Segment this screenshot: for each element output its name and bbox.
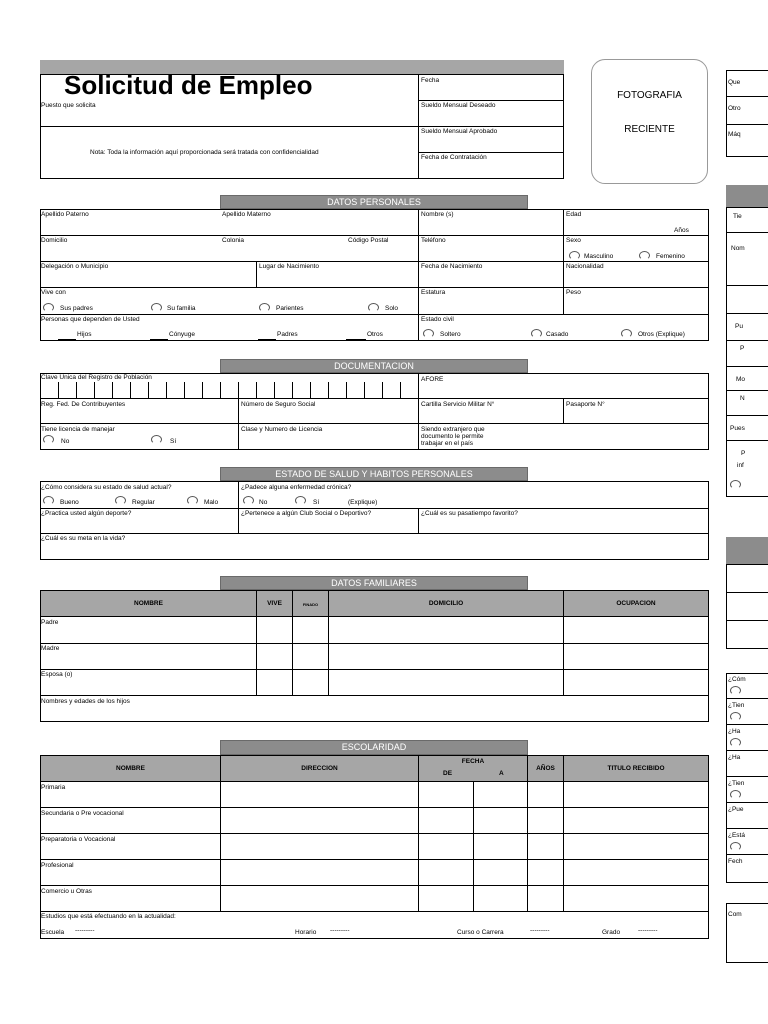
sus-padres-label: Sus padres [60, 305, 93, 312]
right-radio-5[interactable] [730, 842, 741, 851]
telefono-label[interactable]: Teléfono [421, 237, 446, 244]
fam-col-vive: VIVE [256, 590, 293, 617]
photo-label-1: FOTOGRAFIA [617, 90, 682, 101]
right-radio-4[interactable] [730, 790, 741, 799]
anos-label: Años [674, 227, 689, 234]
puesto-label: Puesto que solicita [41, 102, 96, 109]
right-radio-3[interactable] [730, 738, 741, 747]
cartilla-label[interactable]: Cartilla Servicio Militar N° [421, 401, 495, 408]
right-label-esta: ¿Está [728, 832, 745, 839]
esc-curso-label: Curso o Carrera [457, 929, 504, 936]
licencia-no-label: No [61, 438, 70, 445]
right-radio-2[interactable] [730, 712, 741, 721]
right-radio[interactable] [730, 480, 741, 489]
esc-escuela-label: Escuela [41, 929, 65, 936]
photo-box [591, 59, 708, 184]
right-label-tien1: ¿Tien [728, 702, 745, 709]
codigo-postal-label[interactable]: Código Postal [348, 237, 389, 244]
afore-label[interactable]: AFORE [421, 376, 444, 383]
esc-row-comercio[interactable]: Comercio u Otras [41, 888, 92, 895]
fam-col-nombre: NOMBRE [40, 590, 257, 617]
esc-row-preparatoria[interactable]: Preparatoria o Vocacional [41, 836, 116, 843]
licencia-label: Tiene licencia de manejar [41, 426, 115, 433]
nacionalidad-label[interactable]: Nacionalidad [566, 263, 604, 270]
peso-label[interactable]: Peso [566, 289, 581, 296]
right-label-maq: Máq [728, 131, 741, 138]
esc-col-nombre: NOMBRE [40, 755, 221, 782]
documentacion-grid [40, 373, 709, 450]
right-radio-1[interactable] [730, 686, 741, 695]
pasatiempo-label[interactable]: ¿Cuál es su pasatiempo favorito? [421, 510, 518, 517]
conyuge-field[interactable] [150, 339, 168, 340]
padres-label: Padres [277, 331, 298, 338]
licencia-si-label: Sí [170, 438, 177, 445]
bueno-label: Bueno [60, 499, 79, 506]
esc-grado-label: Grado [602, 929, 621, 936]
fam-hijos-label[interactable]: Nombres y edades de los hijos [41, 698, 130, 705]
otros-explique-label: Otros (Explique) [638, 331, 685, 338]
esc-col-direccion: DIRECCION [220, 755, 419, 782]
section-band-documentacion: DOCUMENTACION [220, 359, 528, 373]
section-band-salud: ESTADO DE SALUD Y HABITOS PERSONALES [220, 467, 528, 481]
apellido-materno-label[interactable]: Apellido Materno [222, 211, 271, 218]
nombres-label[interactable]: Nombre (s) [421, 211, 454, 218]
right-label-ha1: ¿Ha [728, 728, 741, 735]
fam-col-finado: FINADO [292, 590, 329, 617]
parientes-label: Parientes [276, 305, 304, 312]
edad-label[interactable]: Edad [566, 211, 582, 218]
rfc-label[interactable]: Reg. Fed. De Contribuyentes [41, 401, 126, 408]
cronica-no-label: No [259, 499, 268, 506]
fecha-label[interactable]: Fecha [421, 77, 440, 84]
fam-row-padre[interactable]: Padre [41, 619, 59, 626]
esc-col-fecha: FECHA DE A [418, 755, 528, 782]
cronica-label: ¿Padece alguna enfermedad crónica? [241, 484, 352, 491]
masculino-label: Masculino [584, 253, 614, 260]
esc-curso-field[interactable]: --------- [530, 927, 550, 934]
esc-col-titulo: TITULO RECIBIDO [563, 755, 709, 782]
esc-grado-field[interactable]: --------- [638, 927, 658, 934]
right-box-3 [726, 564, 768, 649]
fam-col-ocupacion: OCUPACION [563, 590, 709, 617]
right-label-tie: Tie [733, 213, 742, 220]
regular-label: Regular [132, 499, 155, 506]
su-familia-label: Su familia [167, 305, 196, 312]
estatura-label[interactable]: Estatura [421, 289, 446, 296]
femenino-label: Femenino [656, 253, 685, 260]
extranjero-label-3: trabajar en el país [421, 440, 474, 447]
fam-row-madre[interactable]: Madre [41, 645, 60, 652]
radio-casado[interactable] [531, 329, 542, 338]
colonia-label[interactable]: Colonia [222, 237, 245, 244]
sexo-label: Sexo [566, 237, 581, 244]
right-label-p1: P [740, 345, 745, 352]
radio-cronica-no[interactable] [243, 496, 254, 505]
radio-su-familia[interactable] [151, 303, 162, 312]
fam-row-esposa[interactable]: Esposa (o) [41, 671, 73, 678]
photo-label-2: RECIENTE [624, 124, 675, 135]
right-band-2 [726, 537, 768, 564]
right-label-que: Que [728, 79, 741, 86]
dependen-label: Personas que dependen de Usted [41, 316, 140, 323]
fam-col-domicilio: DOMICILIO [328, 590, 564, 617]
fecha-contratacion-label[interactable]: Fecha de Contratación [421, 154, 487, 161]
radio-masculino[interactable] [569, 251, 580, 260]
radio-otros-estado[interactable] [621, 329, 632, 338]
otros-label: Otros [367, 331, 383, 338]
page-title: Solicitud de Empleo [64, 70, 313, 100]
right-label-mo: Mo [736, 376, 746, 383]
club-label[interactable]: ¿Pertenece a algún Club Social o Deportivo? [241, 510, 372, 517]
right-band-1 [726, 185, 768, 207]
radio-femenino[interactable] [639, 251, 650, 260]
esc-row-secundaria[interactable]: Secundaria o Pre vocacional [41, 810, 124, 817]
soltero-label: Soltero [440, 331, 461, 338]
radio-licencia-no[interactable] [43, 435, 54, 444]
right-label-tien2: ¿Tien [728, 780, 745, 787]
estado-civil-label: Estado civil [421, 316, 454, 323]
otros-field[interactable] [346, 339, 366, 340]
esc-actual-label: Estudios que está efectuando en la actualidad: [41, 913, 176, 920]
sueldo-aprobado-label[interactable]: Sueldo Mensual Aprobado [421, 128, 498, 135]
radio-sus-padres[interactable] [43, 303, 54, 312]
vive-con-label: Vive con [41, 289, 66, 296]
curp-label: Clave Unica del Registro de Población [41, 374, 152, 381]
confidencialidad-note: Nota: Toda la información aquí proporcionada será tratada con confidencialidad [90, 149, 319, 156]
esc-horario-field[interactable]: --------- [330, 927, 350, 934]
salud-grid [40, 481, 709, 560]
radio-parientes[interactable] [259, 303, 270, 312]
personales-grid [40, 209, 709, 341]
hijos-field[interactable] [58, 339, 76, 340]
right-label-pu: Pu [735, 323, 743, 330]
domicilio-label[interactable]: Domicilio [41, 237, 68, 244]
deporte-label[interactable]: ¿Practica usted algún deporte? [41, 510, 132, 517]
esc-horario-label: Horario [295, 929, 317, 936]
padres-field[interactable] [258, 339, 276, 340]
esc-escuela-field[interactable]: --------- [75, 927, 95, 934]
cronica-si-label: Sí [313, 499, 320, 506]
radio-cronica-si[interactable] [295, 496, 306, 505]
nss-label[interactable]: Número de Seguro Social [241, 401, 316, 408]
conyuge-label: Cónyuge [169, 331, 196, 338]
right-label-pues: Pues [730, 425, 745, 432]
section-band-familiares: DATOS FAMILIARES [220, 576, 528, 590]
solo-label: Solo [385, 305, 399, 312]
meta-label[interactable]: ¿Cuál es su meta en la vida? [41, 535, 126, 542]
right-label-ha2: ¿Ha [728, 754, 741, 761]
right-label-com1: ¿Cóm [728, 676, 746, 683]
pasaporte-label[interactable]: Pasaporte N° [566, 401, 605, 408]
extranjero-label-1[interactable]: Siendo extranjero que [421, 426, 485, 433]
radio-malo[interactable] [187, 496, 198, 505]
radio-regular[interactable] [115, 496, 126, 505]
right-label-p2: P [741, 450, 746, 457]
right-label-inf: inf [737, 462, 744, 469]
estado-salud-label: ¿Cómo considera su estado de salud actual? [41, 484, 172, 491]
apellido-paterno-label[interactable]: Apellido Paterno [41, 211, 89, 218]
clase-licencia-label[interactable]: Clase y Numero de Licencia [241, 426, 323, 433]
right-label-otro: Otro [728, 105, 741, 112]
explique-label: (Explique) [348, 499, 378, 506]
radio-licencia-si[interactable] [151, 435, 162, 444]
right-label-pue: ¿Pue [728, 806, 744, 813]
esc-row-profesional[interactable]: Profesional [41, 862, 74, 869]
section-band-escolaridad: ESCOLARIDAD [220, 740, 528, 755]
right-label-n: N [740, 395, 745, 402]
fecha-nacimiento-label[interactable]: Fecha de Nacimiento [421, 263, 483, 270]
right-label-fech: Fech [728, 858, 743, 865]
hijos-label: Hijos [77, 331, 92, 338]
right-label-com2: Com [728, 911, 742, 918]
section-band-personales: DATOS PERSONALES [220, 195, 528, 209]
lugar-nacimiento-label[interactable]: Lugar de Nacimiento [259, 263, 319, 270]
radio-soltero[interactable] [423, 329, 434, 338]
right-label-nom: Nom [731, 245, 745, 252]
radio-solo[interactable] [368, 303, 379, 312]
sueldo-deseado-label[interactable]: Sueldo Mensual Deseado [421, 102, 496, 109]
casado-label: Casado [546, 331, 569, 338]
esc-col-anos: AÑOS [527, 755, 564, 782]
malo-label: Malo [204, 499, 219, 506]
radio-bueno[interactable] [43, 496, 54, 505]
esc-row-primaria[interactable]: Primaria [41, 784, 66, 791]
extranjero-label-2: documento le permite [421, 433, 484, 440]
delegacion-label[interactable]: Delegación o Municipio [41, 263, 109, 270]
